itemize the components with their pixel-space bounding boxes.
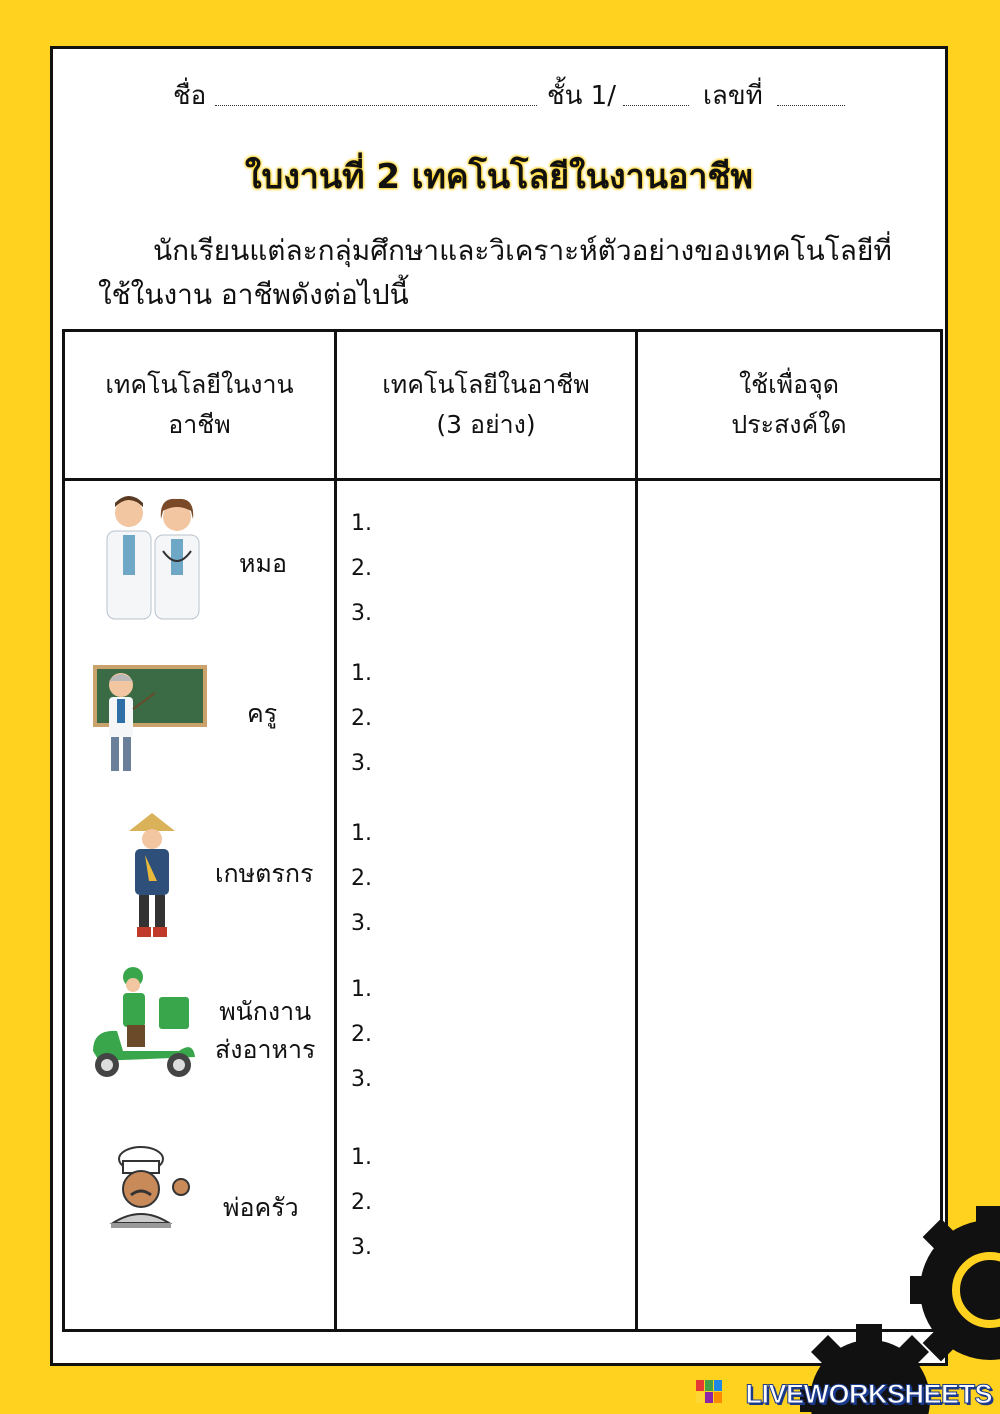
answer-number-1: 1. [351, 821, 372, 846]
answer-number-2: 2. [351, 866, 372, 891]
occupation-name-delivery [215, 993, 315, 1069]
teacher-answer-list[interactable] [351, 651, 372, 786]
class-label: ชั้น 1/ [547, 81, 616, 111]
header-col1-line1: เทคโนโลยีในงาน [105, 370, 294, 399]
answer-number-3: 3. [351, 601, 372, 626]
teacher-icon [93, 663, 207, 775]
worksheet-table [62, 329, 943, 1332]
answer-number-2: 2. [351, 1190, 372, 1215]
name-field[interactable] [215, 105, 537, 106]
doctors-icon [103, 491, 203, 621]
occupation-farmer [65, 807, 334, 957]
header-col-technology [336, 331, 637, 480]
answer-number-2: 2. [351, 1022, 372, 1047]
occupation-column [64, 480, 336, 1331]
occupation-food-delivery [65, 965, 334, 1115]
occupation-name-delivery-line1: พนักงาน [219, 997, 312, 1026]
chef-answer-list[interactable] [351, 1135, 372, 1270]
occupation-doctor [65, 489, 334, 639]
class-field[interactable] [623, 105, 689, 106]
header-col-purpose [637, 331, 942, 480]
doctor-answer-list[interactable] [351, 501, 372, 636]
table-header-row [64, 331, 942, 480]
occupation-name-teacher: ครู [247, 699, 278, 728]
delivery-scooter-icon [83, 965, 201, 1083]
header-col2-line2: (3 อย่าง) [436, 410, 536, 439]
chef-icon [109, 1145, 193, 1245]
farmer-icon [127, 813, 177, 941]
number-label: เลขที่ [703, 81, 763, 111]
answer-number-2: 2. [351, 706, 372, 731]
answer-number-3: 3. [351, 751, 372, 776]
occupation-name-delivery-line2: ส่งอาหาร [215, 1035, 316, 1064]
student-info-row [53, 75, 945, 115]
worksheet [50, 46, 948, 1366]
name-label: ชื่อ [173, 81, 207, 111]
occupation-chef [65, 1137, 334, 1287]
header-col3-line1: ใช้เพื่อจุด [738, 370, 840, 399]
answer-number-1: 1. [351, 1145, 372, 1170]
answer-number-1: 1. [351, 977, 372, 1002]
instructions-line-2: ใช้ในงาน อาชีพดังต่อไปนี้ [98, 278, 409, 311]
instructions [98, 229, 918, 317]
answer-number-2: 2. [351, 556, 372, 581]
answer-number-1: 1. [351, 511, 372, 536]
occupation-name-farmer: เกษตรกร [215, 859, 314, 888]
header-col1-line2: อาชีพ [168, 410, 231, 439]
answer-number-3: 3. [351, 1067, 372, 1092]
worksheet-title: ใบงานที่ 2 เทคโนโลยีในงานอาชีพ [245, 157, 753, 197]
header-col-occupation [64, 331, 336, 480]
header-col2-line1: เทคโนโลยีในอาชีพ [382, 370, 590, 399]
occupation-name-doctor: หมอ [239, 549, 287, 578]
occupation-teacher [65, 657, 334, 807]
answer-number-3: 3. [351, 911, 372, 936]
delivery-answer-list[interactable] [351, 967, 372, 1102]
instructions-line-1: นักเรียนแต่ละกลุ่มศึกษาและวิเคราะห์ตัวอย่างของเทคโนโลยีที่ [153, 234, 892, 267]
header-col3-line2: ประสงค์ใด [731, 410, 847, 439]
answer-number-1: 1. [351, 661, 372, 686]
technology-answer-column [336, 480, 637, 1331]
answer-number-3: 3. [351, 1235, 372, 1260]
number-field[interactable] [777, 105, 845, 106]
farmer-answer-list[interactable] [351, 811, 372, 946]
liveworksheets-brand[interactable]: LIVEWORKSHEETS [745, 1379, 992, 1409]
liveworksheets-logo-icon [696, 1380, 722, 1404]
occupation-name-chef: พ่อครัว [223, 1193, 299, 1222]
